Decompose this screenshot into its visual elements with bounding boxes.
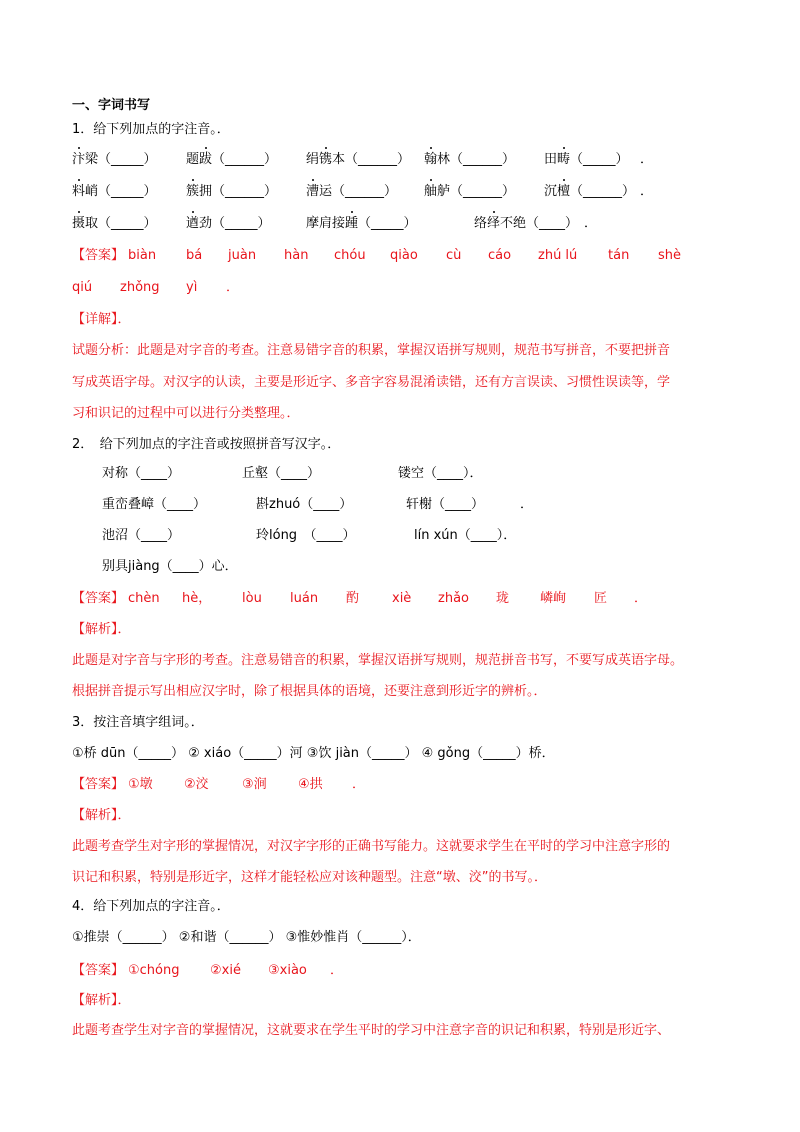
answer-item: 嶙峋 — [540, 591, 567, 606]
answer-item: zhǎo — [438, 591, 469, 606]
q1-detail-label: 【详解】． — [72, 312, 131, 327]
q1-item: 沉檀（______） — [544, 184, 636, 199]
answer-item: qiú — [72, 280, 93, 295]
answer-item: luán — [290, 591, 319, 606]
q1-item: 摩肩接踵（_____） — [306, 216, 417, 231]
q1-item: 翰林（______） — [424, 152, 516, 167]
q4-analysis-label: 【解析】． — [72, 993, 131, 1008]
q2-row-end: ． — [520, 497, 534, 512]
q1-item: 漕运（______） — [306, 184, 398, 199]
answer-item: bá — [186, 248, 203, 263]
q1-item: 绢镌本（______） — [306, 152, 411, 167]
q2-item: 池沼（____） — [102, 528, 181, 543]
q4-prompt: 4．给下列加点的字注音。． — [72, 899, 230, 914]
q2-item: 重峦叠嶂（____） — [102, 497, 207, 512]
q3-analysis-line-1: 此题考查学生对字形的掌握情况，对汉字字形的正确书写能力。这就要求学生在平时的学习中注意字形的 — [72, 839, 671, 854]
answer-item: juàn — [228, 248, 257, 263]
answer-item: 匠 — [594, 591, 608, 606]
answer-item: ． — [634, 591, 648, 606]
answer-item: ①chóng — [128, 963, 180, 978]
q2-item: 轩榭（____） — [406, 497, 485, 512]
section-title: 一、字词书写 — [72, 98, 151, 113]
q2-item: 对称（____） — [102, 466, 181, 481]
answer-item: chèn — [128, 591, 160, 606]
answer-item: ③涧 — [242, 777, 267, 792]
answer-item: yì — [186, 280, 198, 295]
answer-item: qiào — [390, 248, 418, 263]
answer-item: 珑 — [496, 591, 510, 606]
answer-item: ④拱 — [298, 777, 323, 792]
q3-analysis-label: 【解析】． — [72, 808, 131, 823]
answer-item: ②xié — [210, 963, 241, 978]
q2-item: 斟zhuó（____） — [256, 497, 353, 512]
q2-item: 玲lóng （____） — [256, 528, 356, 543]
q1-item: 舳舻（______） — [424, 184, 516, 199]
answer-item: ③xiào — [268, 963, 307, 978]
answer-item: tán — [608, 248, 630, 263]
answer-item: zhǒng — [120, 280, 160, 295]
q1-item: 遒劲（_____） — [186, 216, 271, 231]
answer-item: hè， — [182, 591, 212, 606]
q2-analysis-label: 【解析】． — [72, 622, 131, 637]
q2-item: lín xún（____）． — [414, 528, 517, 543]
q2-analysis-line-2: 根据拼音提示写出相应汉字时，除了根据具体的语境，还要注意到形近字的辨析。． — [72, 684, 547, 699]
q1-item: 汴梁（_____） — [72, 152, 157, 167]
answer-item: cù — [446, 248, 462, 263]
answer-label: 【答案】 — [72, 248, 125, 263]
answer-item: biàn — [128, 248, 157, 263]
q1-item: 田畴（_____） — [544, 152, 629, 167]
q1-item: 摄取（_____） — [72, 216, 157, 231]
q2-item: 丘壑（____） — [242, 466, 321, 481]
q2-item: 镂空（____）． — [398, 466, 483, 481]
q2-prompt: 2． 给下列加点的字注音或按照拼音写汉字。． — [72, 437, 341, 452]
q1-row-end: ． — [640, 184, 654, 199]
q3-prompt: 3．按注音填字组词。． — [72, 715, 204, 730]
q1-item: 题跋（______） — [186, 152, 278, 167]
q1-item: 络绎不绝（____） — [474, 216, 579, 231]
q4-line: ①推崇（______） ②和谐（______） ③惟妙惟肖（______）． — [72, 930, 421, 945]
answer-label: 【答案】 — [72, 963, 125, 978]
answer-item: zhú lú — [538, 248, 578, 263]
answer-item: lòu — [242, 591, 262, 606]
q1-item: 簇拥（______） — [186, 184, 278, 199]
q1-prompt: 1．给下列加点的字注音。． — [72, 122, 230, 137]
q2-analysis-line-1: 此题是对字音与字形的考查。注意易错音的积累，掌握汉语拼写规则，规范拼音书写，不要写成英语字母。 — [72, 653, 684, 668]
answer-item: hàn — [284, 248, 309, 263]
answer-item: ． — [330, 963, 344, 978]
q2-row-4: 别具jiàng（____）心． — [102, 559, 238, 574]
answer-item: xiè — [392, 591, 412, 606]
q1-detail-line-1: 试题分析：此题是对字音的考查。注意易错字音的积累，掌握汉语拼写规则，规范书写拼音，不要把拼音 — [72, 343, 671, 358]
q1-row-end: ． — [640, 152, 654, 167]
q1-detail-line-2: 写成英语字母。对汉字的认读，主要是形近字、多音字容易混淆读错，还有方言误读、习惯性误读等，学 — [72, 375, 671, 390]
answer-item: ． — [226, 280, 240, 295]
answer-item: ①墩 — [128, 777, 153, 792]
q4-analysis-line-1: 此题考查学生对字音的掌握情况，这就要求在学生平时的学习中注意字音的识记和积累，特别是形近字、 — [72, 1023, 671, 1038]
answer-label: 【答案】 — [72, 591, 125, 606]
answer-label: 【答案】 — [72, 777, 125, 792]
answer-item: chóu — [334, 248, 366, 263]
q1-row-end: ． — [584, 216, 598, 231]
answer-item: 酌 — [346, 591, 360, 606]
q3-analysis-line-2: 识记和积累，特别是形近字，这样才能轻松应对该种题型。注意“墩、洨”的书写。． — [72, 870, 547, 885]
q1-detail-line-3: 习和识记的过程中可以进行分类整理。． — [72, 406, 300, 421]
q1-item: 料峭（_____） — [72, 184, 157, 199]
answer-item: ②洨 — [184, 777, 209, 792]
answer-item: cáo — [488, 248, 512, 263]
answer-item: shè — [658, 248, 682, 263]
q3-line: ①桥 dūn（_____） ② xiáo（_____）河 ③饮 jiàn（_____） ④ gǒng（_____）桥． — [72, 746, 555, 761]
answer-item: ． — [352, 777, 366, 792]
